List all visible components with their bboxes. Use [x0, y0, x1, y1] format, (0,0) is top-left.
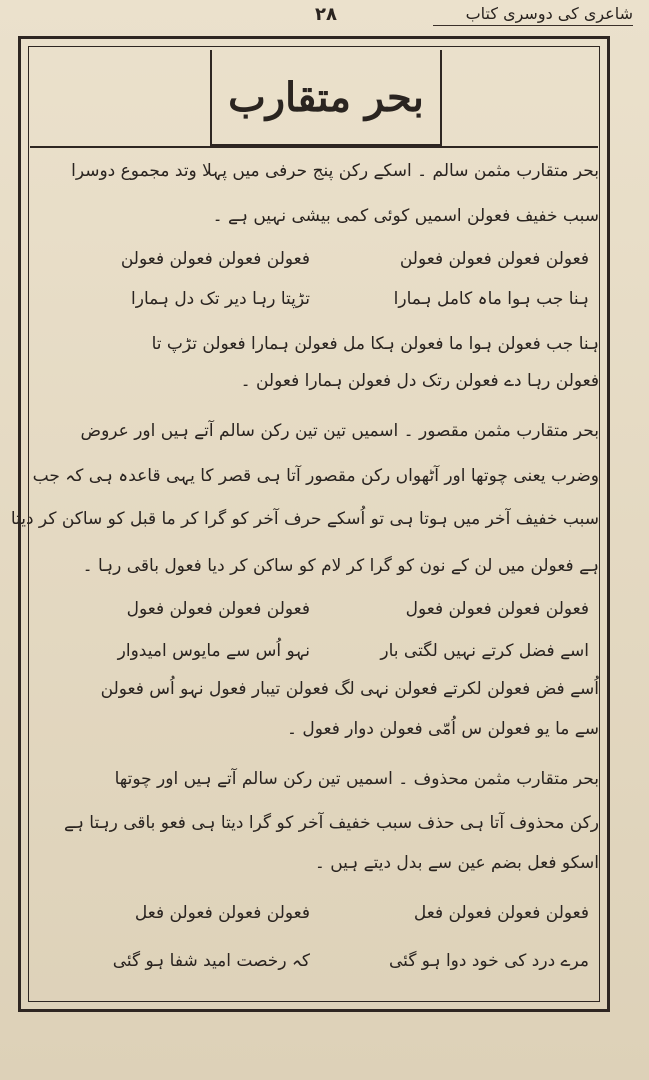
verse-right-hemistich: فعولن فعولن فعولن فعولن	[399, 249, 589, 269]
verse-left-hemistich: تڑپتا رہا دیر تک دل ہمارا	[131, 289, 310, 309]
verse-right-hemistich: فعولن فعولن فعولن فعول	[405, 599, 589, 619]
prose-line: بحر متقارب مثمن سالم ۔ اسکے رکن پنج حرفی میں پہلا وتد مجموع دوسرا	[71, 161, 599, 181]
prose-line: بحر متقارب مثمن مقصور ۔ اسمیں تین تین رکن سالم آتے ہیں اور عروض	[80, 421, 599, 441]
prose-line: بحر متقارب مثمن محذوف ۔ اسمیں تین رکن سالم آتے ہیں اور چوتھا	[114, 769, 599, 789]
verse-right-hemistich: ہنا جب ہوا ماہ کامل ہمارا	[393, 289, 589, 309]
prose-line: ہنا جب فعولن ہوا ما فعولن ہکا مل فعولن ہمارا فعولن تڑپ تا	[151, 334, 599, 354]
prose-line: رکن محذوف آتا ہی حذف سبب خفیف آخر کو گرا دیتا ہی فعو باقی رہتا ہے	[63, 813, 599, 833]
section-title: بحر متقارب	[228, 73, 424, 121]
prose-line: فعولن رہا دے فعولن رتک دل فعولن ہمارا فعولن ۔	[240, 371, 599, 391]
verse-right-hemistich: اسے فضل کرتے نہیں لگتی بار	[380, 641, 589, 661]
verse-left-hemistich: نہو اُس سے مایوس امیدوار	[117, 641, 310, 661]
prose-line: اسکو فعل بضم عین سے بدل دیتے ہیں ۔	[314, 853, 599, 873]
verse-left-hemistich: فعولن فعولن فعولن فعول	[126, 599, 310, 619]
verse-right-hemistich: فعولن فعولن فعولن فعل	[413, 903, 589, 923]
section-title-box	[210, 50, 442, 146]
page-number: ۲۸	[315, 4, 337, 25]
prose-line: سبب خفیف آخر میں ہوتا ہی تو اُسکے حرف آخر کو گرا کر ما قبل کو ساکن کر دیتا	[10, 509, 599, 529]
verse-left-hemistich: فعولن فعولن فعولن فعل	[134, 903, 310, 923]
prose-line: ہے فعولن میں لن کے نون کو گرا کر لام کو ساکن کر دیا فعول باقی رہا ۔	[82, 556, 599, 576]
verse-left-hemistich: کہ رخصت امید شفا ہو گئی	[112, 951, 310, 971]
prose-line: وضرب یعنی چوتھا اور آٹھواں رکن مقصور آتا ہی قصر کا یہی قاعدہ ہی کہ جب	[32, 466, 599, 486]
running-title: شاعری کی دوسری کتاب	[433, 4, 633, 26]
verse-left-hemistich: فعولن فعولن فعولن فعولن	[120, 249, 310, 269]
prose-line: سبب خفیف فعولن اسمیں کوئی کمی بیشی نہیں ہے ۔	[212, 206, 599, 226]
verse-right-hemistich: مرے درد کی خود دوا ہو گئی	[389, 951, 589, 971]
title-divider	[30, 146, 598, 148]
prose-line: اُسے فض فعولن لکرتے فعولن نہی لگ فعولن تیبار فعول نہو اُس فعولن	[100, 679, 599, 699]
prose-line: سے ما یو فعولن س اُمّی فعولن دوار فعول ۔	[287, 719, 599, 739]
